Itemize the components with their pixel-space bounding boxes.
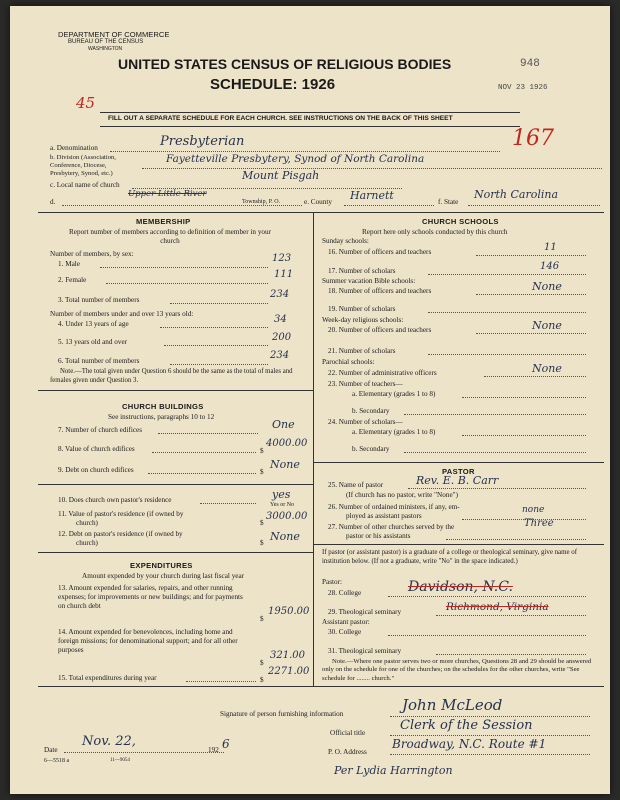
buildings-intro: See instructions, paragraphs 10 to 12 — [108, 413, 215, 421]
q4-leader — [160, 327, 268, 328]
local-name-value: Mount Pisgah — [242, 169, 320, 182]
form-title: UNITED STATES CENSUS OF RELIGIOUS BODIES — [118, 56, 452, 72]
township-sublabel: Township, P. O. — [242, 199, 281, 205]
q16-value: 11 — [544, 242, 557, 253]
q6-leader — [170, 364, 268, 365]
q8-label: 8. Value of church edifices — [58, 445, 135, 453]
q20-label: 20. Number of officers and teachers — [328, 326, 432, 334]
membership-note: Note.—The total given under Question 6 should be the same as the total of males and females given under Question 3. — [50, 368, 293, 384]
q22-label: 22. Number of administrative officers — [328, 369, 437, 377]
q30-leader — [388, 635, 586, 636]
buildings-heading: CHURCH BUILDINGS — [122, 402, 204, 411]
q4-label: 4. Under 13 years of age — [58, 320, 129, 328]
official-title-line — [390, 735, 590, 736]
schools-intro: Report here only schools conducted by this church — [362, 228, 508, 236]
q20-leader — [476, 333, 586, 334]
q27-label: 27. Number of other churches served by the — [328, 523, 455, 531]
q9-leader — [148, 473, 256, 474]
date-value: Nov. 22, — [82, 734, 136, 749]
official-title-value: Clerk of the Session — [400, 718, 533, 733]
q27-leader — [446, 539, 586, 540]
q1-label: 1. Male — [58, 260, 80, 268]
received-date-stamp: NOV 23 1926 — [498, 84, 548, 92]
q24-label: 24. Number of scholars— — [328, 418, 403, 426]
assistant-pastor-sublabel: Assistant pastor: — [322, 618, 370, 626]
q23b-label: b. Secondary — [352, 407, 390, 415]
state-label: f. State — [438, 198, 459, 206]
q2-label: 2. Female — [58, 276, 87, 284]
expenditures-intro: Amount expended by your church during last fiscal year — [82, 572, 245, 580]
q2-value: 111 — [274, 269, 294, 280]
q28-leader — [388, 596, 586, 597]
q7-value: One — [272, 418, 295, 431]
q10-leader — [200, 503, 256, 504]
q13-value: 1950.00 — [268, 606, 310, 617]
q1-leader — [100, 267, 268, 268]
state-line — [468, 205, 600, 206]
q19-label: 19. Number of scholars — [328, 305, 396, 313]
q28-value: Davidson, N.C. — [408, 579, 513, 595]
sunday-schools-label: Sunday schools: — [322, 237, 369, 245]
denomination-value: Presbyterian — [160, 134, 245, 149]
q26-label: 26. Number of ordained ministers, if any, em- — [328, 503, 460, 511]
column-divider — [313, 212, 314, 686]
q5-label: 5. 13 years old and over — [58, 338, 128, 346]
membership-intro: Report number of members according to definition of member in your church — [69, 228, 271, 245]
form-code: 6—5518 a — [44, 758, 70, 764]
denomination-line — [110, 151, 500, 152]
header-rule — [100, 112, 520, 113]
q10-label: 10. Does church own pastor's residence — [58, 496, 172, 504]
q8-value: 4000.00 — [266, 438, 308, 449]
summer-schools-label: Summer vacation Bible schools: — [322, 277, 416, 285]
q23-label: 23. Number of teachers— — [328, 380, 403, 388]
q19-leader — [428, 312, 586, 313]
signature-label: Signature of person furnishing information — [220, 710, 344, 718]
division-line — [142, 168, 602, 169]
by-sex-label: Number of members, by sex: — [50, 250, 134, 258]
print-code: 11—9054 — [110, 758, 130, 763]
q7-label: 7. Number of church edifices — [58, 426, 143, 434]
q6-value: 234 — [270, 350, 290, 361]
schedule-title: SCHEDULE: 1926 — [210, 76, 336, 93]
q27-label-cont: pastor or his assistants — [346, 532, 411, 540]
q31-label: 31. Theological seminary — [328, 647, 402, 655]
q9-value: None — [270, 458, 300, 471]
header-rule-2 — [100, 126, 520, 127]
q27-value: Three — [524, 518, 554, 529]
q12-value: None — [270, 530, 300, 543]
q14-dollar: $ — [260, 659, 264, 667]
schools-bottom-rule — [313, 462, 604, 463]
official-title-label: Official title — [330, 729, 366, 737]
q3-value: 234 — [270, 289, 290, 300]
q11-label: 11. Value of pastor's residence (if owned by — [58, 510, 184, 518]
q12-dollar: $ — [260, 539, 264, 547]
q5-value: 200 — [272, 332, 292, 343]
q13-label: 13. Amount expended for salaries, repairs, and other running expenses; for improvements or new buildings; and for payments on church debt — [58, 584, 243, 610]
q30-label: 30. College — [328, 628, 362, 636]
q10-value: yes — [272, 488, 291, 501]
instruction-line: FILL OUT A SEPARATE SCHEDULE FOR EACH CHURCH. SEE INSTRUCTIONS ON THE BACK OF THIS SHEET — [108, 115, 453, 122]
q22-value: None — [532, 362, 562, 375]
po-address-line — [390, 754, 590, 755]
q28-label: 28. College — [328, 589, 362, 597]
q29-leader — [436, 615, 586, 616]
q25-note: (If church has no pastor, write "None") — [346, 491, 458, 499]
q17-leader — [428, 274, 586, 275]
q24b-label: b. Secondary — [352, 445, 390, 453]
q29-value: Richmond, Virginia — [446, 601, 549, 613]
q4-value: 34 — [274, 314, 287, 325]
pastor-heading: PASTOR — [442, 467, 475, 476]
stamp-number: 948 — [520, 58, 540, 70]
year-suffix: 6 — [222, 737, 230, 751]
county-value: Harnett — [350, 189, 394, 202]
signature-value: John McLeod — [402, 696, 503, 714]
q24a-leader — [462, 435, 586, 436]
q11-dollar: $ — [260, 519, 264, 527]
q13-dollar: $ — [260, 615, 264, 623]
q2-leader — [106, 283, 268, 284]
q23a-label: a. Elementary (grades 1 to 8) — [352, 390, 436, 398]
q29-label: 29. Theological seminary — [328, 608, 402, 616]
q12-label: 12. Debt on pastor's residence (if owned by — [58, 530, 183, 538]
q25-leader — [408, 488, 586, 489]
year-prefix: 192 — [208, 746, 219, 754]
q21-label: 21. Number of scholars — [328, 347, 396, 355]
q11-value: 3000.00 — [266, 511, 308, 522]
city-label: WASHINGTON — [88, 46, 123, 52]
table-bottom-border — [38, 686, 604, 687]
township-label: d. — [50, 198, 56, 206]
q17-value: 146 — [540, 261, 560, 272]
q23a-leader — [462, 397, 586, 398]
q16-label: 16. Number of officers and teachers — [328, 248, 432, 256]
q25-label: 25. Name of pastor — [328, 481, 384, 489]
q14-label: 14. Amount expended for benevolences, including home and foreign missions; for denominational support; and for all other purposes — [58, 628, 238, 654]
buildings-mid-rule — [38, 484, 313, 485]
q9-label: 9. Debt on church edifices — [58, 466, 134, 474]
q31-leader — [436, 654, 586, 655]
graduate-note: If pastor (or assistant pastor) is a graduate of a college or theological seminary, give name of institution below. (If not a graduate, write "No" in the space indicated.) — [322, 549, 577, 565]
q1-value: 123 — [272, 253, 292, 264]
q26-label-cont: ployed as assistant pastors — [346, 512, 422, 520]
q22-leader — [484, 376, 586, 377]
q3-label: 3. Total number of members — [58, 296, 140, 304]
red-tally-mark: 45 — [76, 94, 96, 112]
department-label: DEPARTMENT OF COMMERCE — [58, 30, 170, 39]
q9-dollar: $ — [260, 468, 264, 476]
membership-heading: MEMBERSHIP — [136, 217, 191, 226]
parochial-schools-label: Parochial schools: — [322, 358, 375, 366]
q18-value: None — [532, 280, 562, 293]
q5-leader — [164, 345, 268, 346]
q23b-leader — [404, 414, 586, 415]
q12-label-cont: church) — [76, 539, 98, 547]
pastor-note: Note.—Where one pastor serves two or more churches, Questions 28 and 29 should be answered only on the schedule for one of the churches; on the schedules for the other churches, write "See schedule for ........ church." — [322, 658, 592, 682]
division-label: b. Division (Association, Conference, Diocese, Presbytery, Synod, etc.) — [50, 154, 116, 177]
by-age-label: Number of members under and over 13 years old: — [50, 310, 194, 318]
date-line — [64, 752, 224, 753]
denomination-label: a. Denomination — [50, 144, 98, 152]
township-line — [62, 205, 302, 206]
weekday-schools-label: Week-day religious schools: — [322, 316, 404, 324]
q11-label-cont: church) — [76, 519, 98, 527]
q16-leader — [476, 255, 586, 256]
census-schedule-sheet — [10, 6, 610, 794]
local-name-label: c. Local name of church — [50, 181, 120, 189]
additional-signature: Per Lydia Harrington — [334, 764, 453, 777]
q15-dollar: $ — [260, 676, 264, 684]
bureau-label: BUREAU OF THE CENSUS — [68, 39, 144, 45]
po-address-value: Broadway, N.C. Route #1 — [392, 737, 547, 751]
date-label: Date — [44, 746, 58, 754]
q15-leader — [186, 681, 256, 682]
q6-label: 6. Total number of members — [58, 357, 140, 365]
red-number-mark: 167 — [512, 126, 554, 151]
q20-value: None — [532, 319, 562, 332]
q7-leader — [158, 433, 258, 434]
signature-line — [390, 716, 590, 717]
q26-value: none — [522, 505, 545, 515]
q24b-leader — [404, 452, 586, 453]
q24a-label: a. Elementary (grades 1 to 8) — [352, 428, 436, 436]
county-label: e. County — [304, 198, 332, 206]
q18-leader — [476, 294, 586, 295]
schools-heading: CHURCH SCHOOLS — [422, 217, 499, 226]
state-value: North Carolina — [474, 188, 559, 201]
q17-label: 17. Number of scholars — [328, 267, 396, 275]
township-value: Upper Little River — [128, 189, 207, 199]
q3-leader — [170, 303, 268, 304]
yes-no-hint: Yes or No — [270, 502, 295, 508]
q14-value: 321.00 — [270, 650, 305, 661]
expenditures-heading: EXPENDITURES — [130, 561, 193, 570]
table-top-border — [38, 212, 604, 213]
q21-leader — [428, 354, 586, 355]
q8-leader — [152, 452, 256, 453]
q15-value: 2271.00 — [268, 666, 310, 677]
q15-label: 15. Total expenditures during year — [58, 674, 157, 682]
membership-bottom-rule — [38, 390, 313, 391]
division-value: Fayetteville Presbytery, Synod of North Carolina — [166, 153, 425, 165]
buildings-bottom-rule — [38, 552, 313, 553]
pastor-mid-rule — [313, 544, 604, 545]
po-address-label: P. O. Address — [328, 748, 367, 756]
county-line — [344, 205, 434, 206]
q25-value: Rev. E. B. Carr — [416, 474, 499, 487]
q18-label: 18. Number of officers and teachers — [328, 287, 432, 295]
q8-dollar: $ — [260, 447, 264, 455]
pastor-sublabel: Pastor: — [322, 578, 342, 586]
